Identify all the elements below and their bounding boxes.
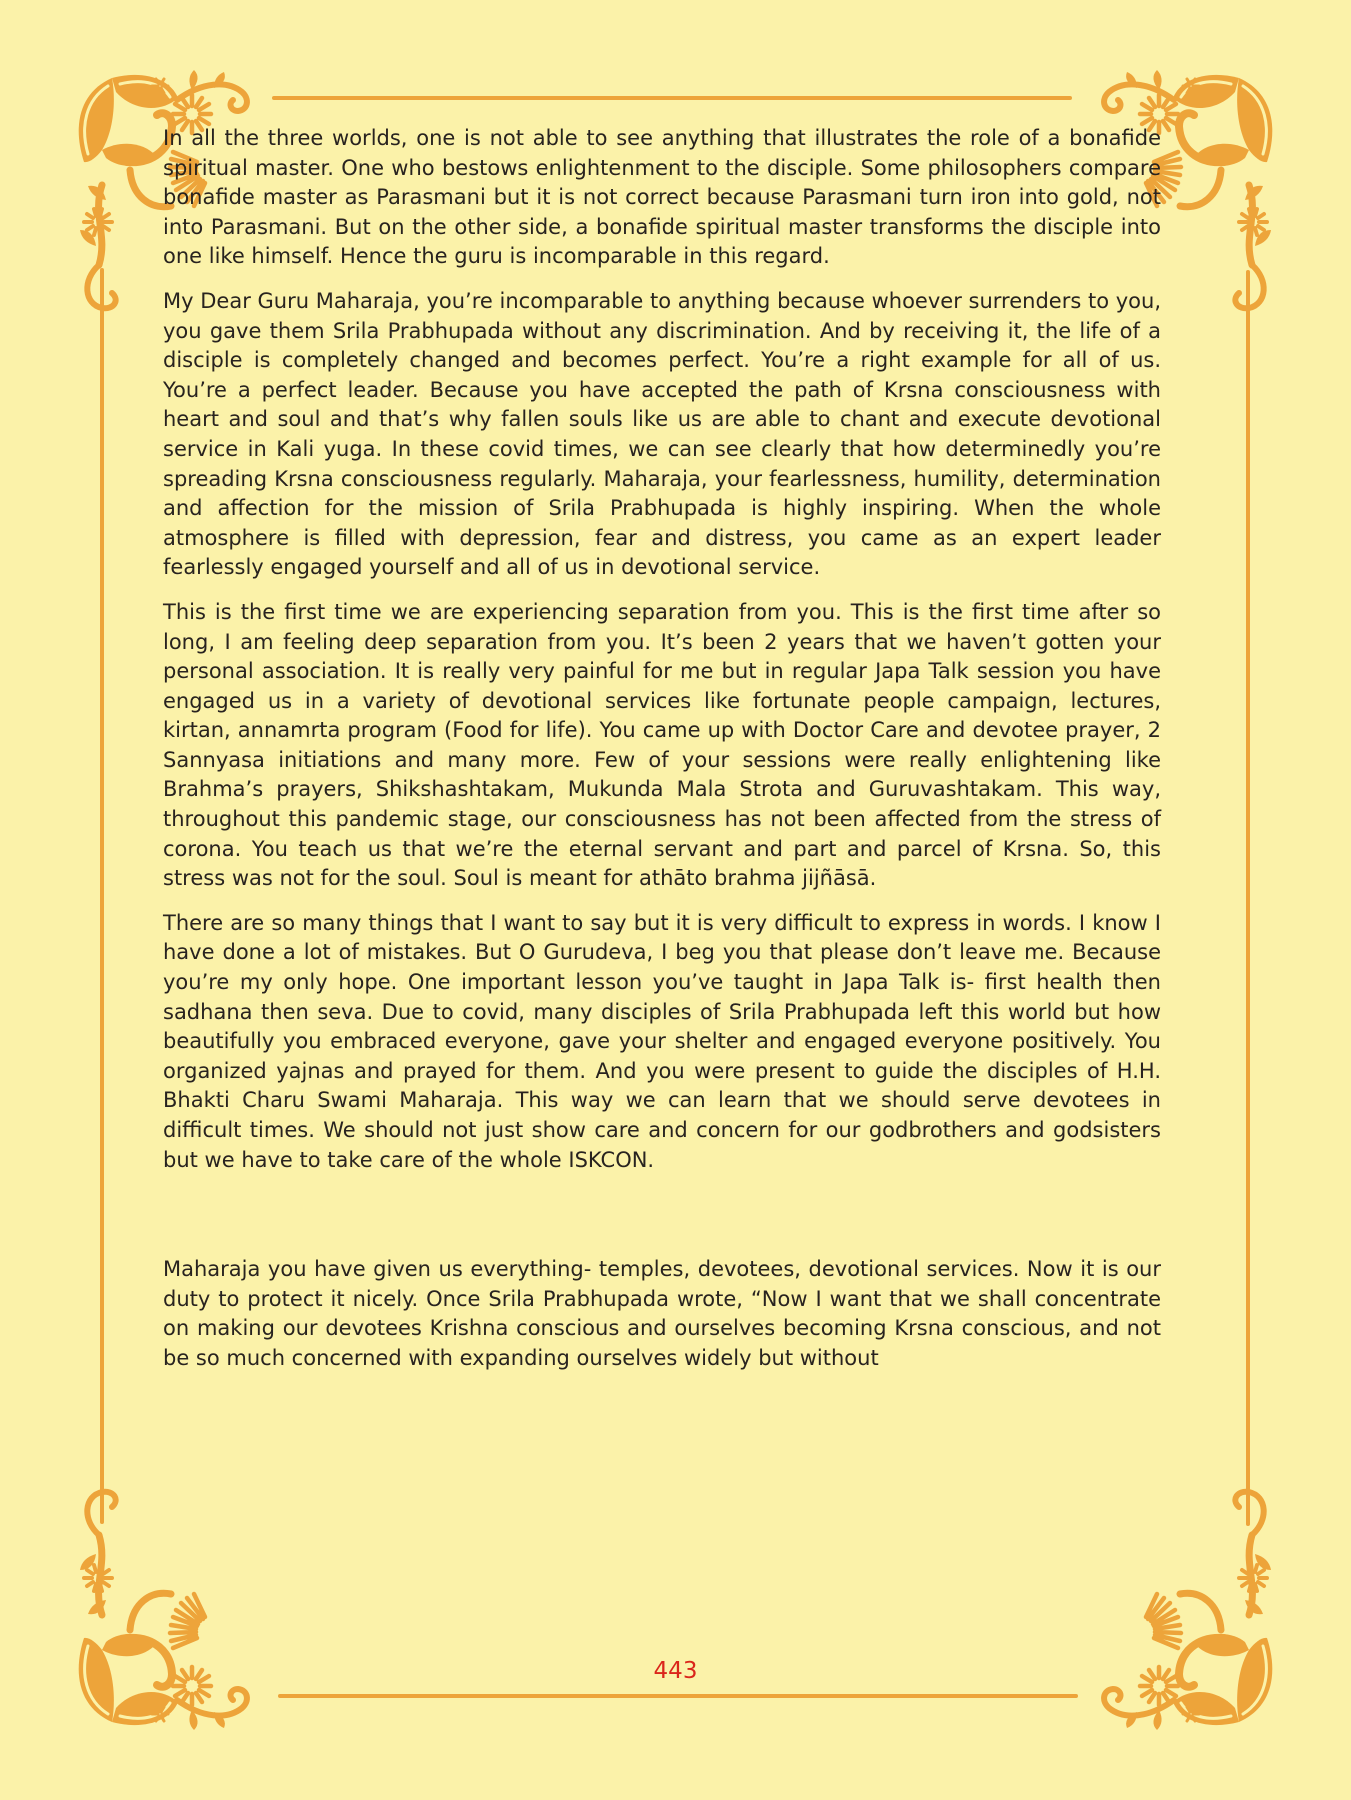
paragraph-5: Maharaja you have given us everything- temples, devotees, devotional services. Now it is our duty to protect it nicely. Once Srila Prabhupada wrote, “Now I want that we shall concentrate on making our devotees Krishna conscious and ourselves becoming Krsna conscious, and not be so much concerned with expanding ourselves widely but without bbox=[163, 1257, 1161, 1370]
border-line-top bbox=[272, 96, 1072, 100]
border-line-left bbox=[100, 268, 104, 1524]
border-line-bottom bbox=[278, 1694, 1078, 1698]
paragraph-1: In all the three worlds, one is not able to see anything that illustrates the role of a bonafide spiritual master. One who bestows enlightenment to the disciple. Some philosophers compare bonafide master as Parasmani but it is not correct because Parasmani turn iron into gold, not into Parasmani. But on the other side, a bonafide spiritual master transforms the disciple into one like himself. Hence the guru is incomparable in this regard. bbox=[163, 126, 1161, 269]
page-number: 443 bbox=[653, 1658, 698, 1684]
paragraph-3: This is the first time we are experiencing separation from you. This is the first time after so long, I am feeling deep separation from you. It’s been 2 years that we haven’t gotten your personal association. It is really very painful for me but in regular Japa Talk session you have engaged us in a variety of devotional services like fortunate people campaign, lectures, kirtan, annamrta program (Food for life). You came up with Doctor Care and devotee prayer, 2 Sannyasa initiations and many more. Few of your sessions were really enlightening like Brahma’s prayers, Shikshashtakam, Mukunda Mala Strota and Guruvashtakam. This way, throughout this pandemic stage, our consciousness has not been affected from the stress of corona. You teach us that we’re the eternal servant and part and parcel of Krsna. So, this stress was not for the soul. Soul is meant for athāto brahma jijñāsā. bbox=[163, 599, 1161, 891]
paragraph-2: My Dear Guru Maharaja, you’re incomparable to anything because whoever surrenders to you, you gave them Srila Prabhupada without any discrimination. And by receiving it, the life of a disciple is completely changed and becomes perfect. You’re a right example for all of us. You’re a perfect leader. Because you have accepted the path of Krsna consciousness with heart and soul and that’s why fallen souls like us are able to chant and execute devotional service in Kali yuga. In these covid times, we can see clearly that how determinedly you’re spreading Krsna consciousness regularly. Maharaja, your fearlessness, humility, determination and affection for the mission of Srila Prabhupada is highly inspiring. When the whole atmosphere is filled with depression, fear and distress, you came as an expert leader fearlessly engaged yourself and all of us in devotional service. bbox=[163, 288, 1161, 580]
paragraph-4: There are so many things that I want to say but it is very difficult to express in words. I know I have done a lot of mistakes. But O Gurudeva, I beg you that please don’t leave me. Because you’re my only hope. One important lesson you’ve taught in Japa Talk is- first health then sadhana then seva. Due to covid, many disciples of Srila Prabhupada left this world but how beautifully you embraced everyone, gave your shelter and engaged everyone positively. You organized yajnas and prayed for them. And you were present to guide the disciples of H.H. Bhakti Charu Swami Maharaja. This way we can learn that we should serve devotees in difficult times. We should not just show care and concern for our godbrothers and godsisters but we have to take care of the whole ISKCON. bbox=[163, 910, 1161, 1172]
letter-text bbox=[163, 124, 1161, 1389]
border-line-right bbox=[1246, 270, 1250, 1526]
